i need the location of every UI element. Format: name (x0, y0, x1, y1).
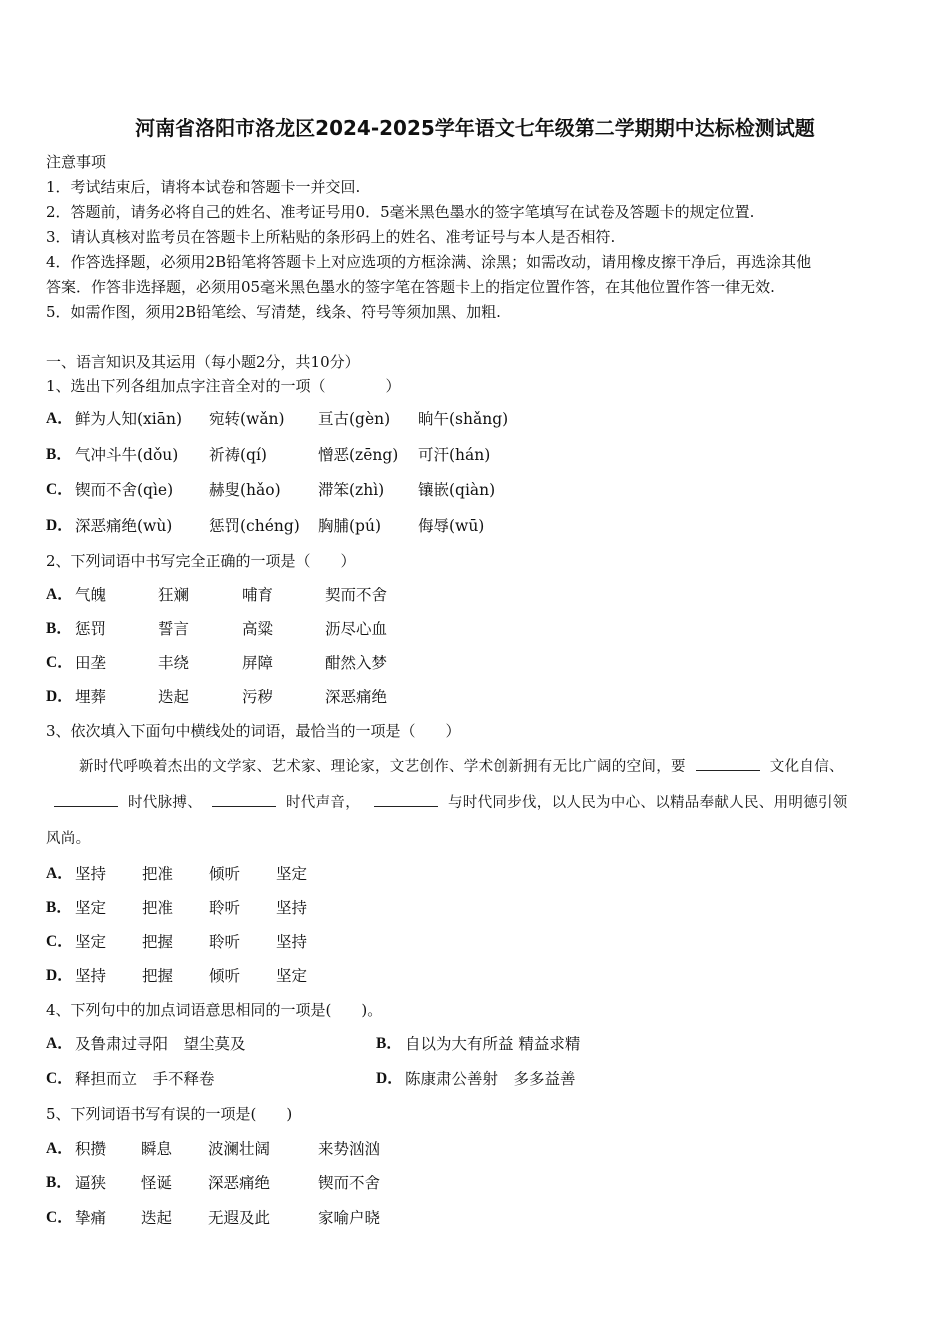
option-word: 契而不舍 (325, 586, 388, 604)
option-word: 丰绕 (158, 654, 190, 672)
option-word: 坚定 (75, 899, 107, 917)
option-word: 挚痛 (75, 1209, 107, 1227)
option-text: 陈康肃公善射 多多益善 (405, 1070, 576, 1088)
blank-4[interactable] (374, 792, 438, 807)
option-word: 可汗(hán) (418, 446, 491, 464)
option-word: 惩罚(chéng) (209, 517, 300, 535)
option-word: 亘古(gèn) (318, 410, 391, 428)
blank-2[interactable] (54, 792, 118, 807)
option-label: B． (46, 899, 72, 916)
option-label: B． (46, 446, 72, 463)
option-word: 滞笨(zhì) (318, 481, 385, 499)
option-word: 誓言 (158, 620, 190, 638)
option-word: 深恶痛绝(wù) (75, 517, 173, 535)
option-word: 来势汹汹 (318, 1140, 381, 1158)
option-label: B． (46, 1174, 72, 1191)
option-word: 波澜壮阔 (208, 1140, 271, 1158)
option-word: 无遐及此 (208, 1209, 271, 1227)
option-word: 深恶痛绝 (325, 688, 388, 706)
option-word: 坚持 (75, 865, 107, 883)
option-word: 宛转(wǎn) (209, 410, 285, 428)
option-word: 把握 (142, 967, 174, 985)
option-label: A． (46, 410, 73, 427)
option-label: D． (46, 967, 73, 984)
option-word: 镶嵌(qiàn) (418, 481, 496, 499)
passage-text: 新时代呼唤着杰出的文学家、艺术家、理论家，文艺创作、学术创新拥有无比广阔的空间，要 (79, 759, 686, 775)
option-word: 高粱 (242, 620, 274, 638)
option-word: 锲而不舍(qìe) (75, 481, 174, 499)
passage-line (54, 792, 848, 813)
option-word: 田垄 (75, 654, 107, 672)
option-word: 把准 (142, 865, 174, 883)
option-word: 狂斓 (158, 586, 190, 604)
option-word: 屏障 (242, 654, 274, 672)
option-word: 把准 (142, 899, 174, 917)
option-word: 侮辱(wū) (418, 517, 485, 535)
option-word: 哺育 (242, 586, 274, 604)
option-word: 鲜为人知(xiān) (75, 410, 183, 428)
option-word: 把握 (142, 933, 174, 951)
option-label: C． (46, 1209, 73, 1226)
option-word: 坚持 (276, 933, 308, 951)
blank-1[interactable] (696, 756, 760, 771)
option-label: C． (46, 933, 73, 950)
passage-text: 时代脉搏、 (128, 795, 202, 811)
option-text: 及鲁肃过寻阳 望尘莫及 (75, 1035, 246, 1053)
option-word: 坚持 (75, 967, 107, 985)
section-heading: 一、语言知识及其运用（每小题2分，共10分） (46, 353, 360, 371)
passage-line (79, 756, 844, 777)
page-title: 河南省洛阳市洛龙区2024-2025学年语文七年级第二学期期中达标检测试题 (135, 116, 815, 140)
passage-line: 风尚。 (46, 831, 91, 847)
option-word: 坚持 (276, 899, 308, 917)
option-word: 气魄 (75, 586, 107, 604)
notice-item: 1．考试结束后，请将本试卷和答题卡一并交回. (46, 178, 361, 196)
option-label: A． (46, 586, 73, 603)
option-word: 污秽 (242, 688, 274, 706)
option-word: 沥尽心血 (325, 620, 388, 638)
option-word: 憎恶(zēng) (318, 446, 399, 464)
option-word: 瞬息 (141, 1140, 173, 1158)
option-word: 倾听 (209, 967, 241, 985)
option-label: B． (376, 1035, 402, 1052)
option-word: 锲而不舍 (318, 1174, 381, 1192)
option-word: 晌午(shǎng) (418, 410, 509, 428)
option-label: A． (46, 865, 73, 882)
option-text: 自以为大有所益 精益求精 (405, 1035, 581, 1053)
option-word: 迭起 (158, 688, 190, 706)
option-label: A． (46, 1140, 73, 1157)
option-text: 释担而立 手不释卷 (75, 1070, 215, 1088)
option-word: 酣然入梦 (325, 654, 388, 672)
passage-text: 时代声音， (286, 795, 360, 811)
option-word: 埋葬 (75, 688, 107, 706)
notice-item: 2．答题前，请务必将自己的姓名、准考证号用0．5毫米黑色墨水的签字笔填写在试卷及答题卡的规定位置. (46, 203, 755, 221)
option-label: C． (46, 654, 73, 671)
option-word: 惩罚 (75, 620, 107, 638)
question-stem: 1、选出下列各组加点字注音全对的一项（ ） (46, 377, 401, 395)
option-label: D． (376, 1070, 403, 1087)
option-word: 积攒 (75, 1140, 107, 1158)
option-word: 胸脯(pú) (318, 517, 381, 535)
option-word: 祈祷(qí) (209, 446, 267, 464)
passage-text: 文化自信、 (769, 759, 844, 775)
question-stem: 4、下列句中的加点词语意思相同的一项是( )。 (46, 1001, 383, 1019)
option-label: C． (46, 1070, 73, 1087)
option-word: 迭起 (141, 1209, 173, 1227)
question-stem: 2、下列词语中书写完全正确的一项是（ ） (46, 552, 356, 570)
notice-item: 5．如需作图，须用2B铅笔绘、写清楚，线条、符号等须加黑、加粗. (46, 303, 501, 321)
option-word: 坚定 (276, 865, 308, 883)
notice-item: 答案．作答非选择题，必须用05毫米黑色墨水的签字笔在答题卡上的指定位置作答，在其他位置作答一律无效. (46, 278, 775, 296)
blank-3[interactable] (212, 792, 276, 807)
option-label: D． (46, 688, 73, 705)
option-word: 怪诞 (141, 1174, 173, 1192)
notice-item: 3．请认真核对监考员在答题卡上所粘贴的条形码上的姓名、准考证号与本人是否相符. (46, 228, 616, 246)
notice-heading: 注意事项 (46, 153, 107, 171)
option-label: D． (46, 517, 73, 534)
option-word: 坚定 (75, 933, 107, 951)
option-word: 深恶痛绝 (208, 1174, 271, 1192)
option-word: 逼狭 (75, 1174, 107, 1192)
option-word: 坚定 (276, 967, 308, 985)
option-word: 倾听 (209, 865, 241, 883)
option-word: 气冲斗牛(dǒu) (75, 446, 179, 464)
passage-text: 与时代同步伐，以人民为中心、以精品奉献人民、用明德引领 (448, 795, 848, 811)
option-label: C． (46, 481, 73, 498)
option-word: 赫叟(hǎo) (209, 481, 281, 499)
question-stem: 5、下列词语书写有误的一项是( ) (46, 1105, 293, 1123)
option-word: 聆听 (209, 933, 241, 951)
option-word: 家喻户晓 (318, 1209, 381, 1227)
option-word: 聆听 (209, 899, 241, 917)
question-stem: 3、依次填入下面句中横线处的词语，最恰当的一项是（ ） (46, 722, 461, 740)
option-label: A． (46, 1035, 73, 1052)
notice-item: 4．作答选择题，必须用2B铅笔将答题卡上对应选项的方框涂满、涂黑；如需改动，请用橡皮擦干净后，再选涂其他 (46, 253, 812, 271)
option-label: B． (46, 620, 72, 637)
